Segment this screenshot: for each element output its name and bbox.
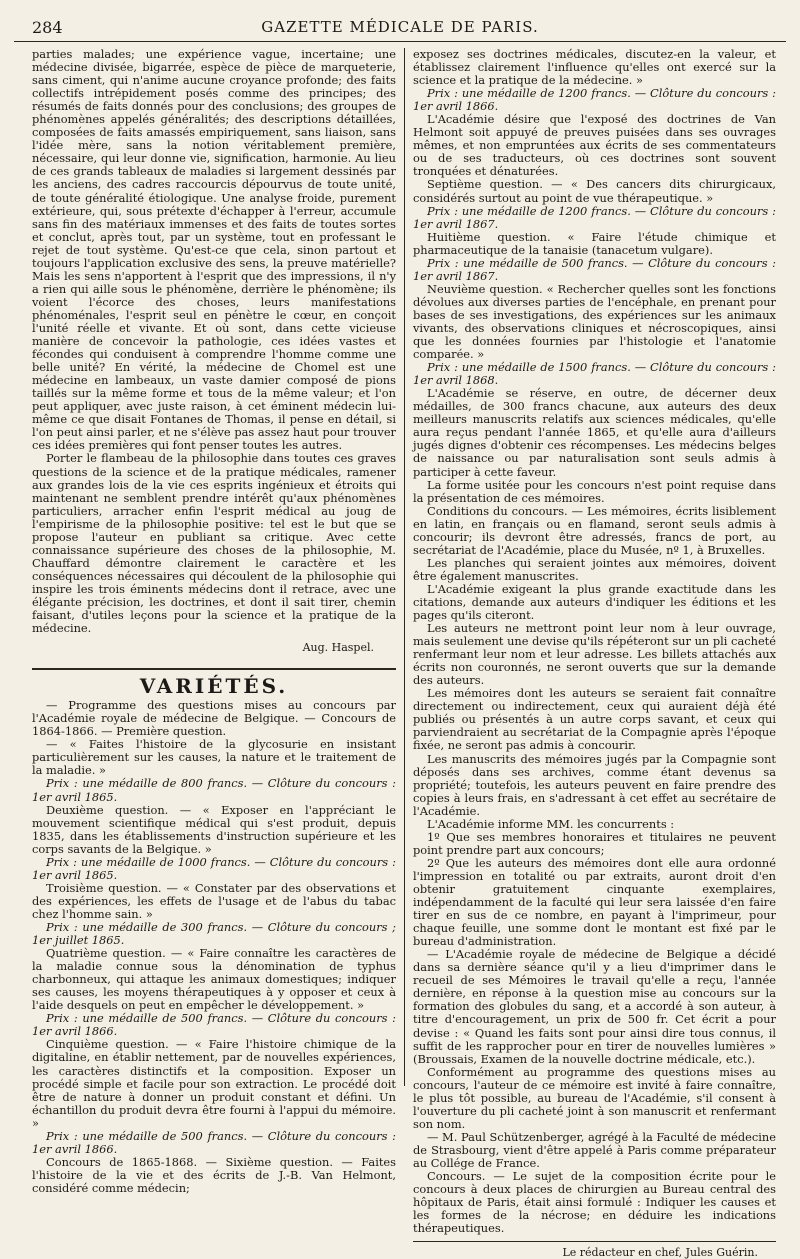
paragraph: 1º Que ses membres honoraires et titulaires ne peuvent point prendre part aux concours; (413, 829, 776, 857)
paragraph: L'Académie exigeant la plus grande exactitude dans les citations, demande aux auteurs d'indiquer les éditions et les pages qu'ils citeront. (413, 581, 776, 623)
paragraph: Porter le flambeau de la philosophie dans toutes ces graves questions de la science et de la pratique médicales, ramener aux grandes lois de la vie ces esprits ingénieux et étroits qui maintenant ne semblent prendre intérêt qu'aux phénomènes particuliers, arracher enfin l'esprit médical au joug de l'empirisme de la philosophie positive: tel est le but que se propose l'auteur en publiant sa critique. Avec cette connaissance supérieure des choses de la philosophie, M. Chauffard démontre clairement le caractère et les conséquences nécessaires qui découlent de la philosophie qui inspire les trois éminents médecins dont il retrace, avec une élégante précision, les doctrines, et dont il sait tirer, chemin faisant, d'utiles leçons pour la science et la pratique de la médecine. (32, 451, 396, 636)
paragraph: parties malades; une expérience vague, incertaine; une médecine divisée, bigarrée, espèce de pièce de marqueterie, sans ciment, qui n'anime aucune croyance profonde; des faits collectifs intrépidement posés comme des principes; des résumés de faits donnés pour des conclusions; des groupes de phénomènes appelés généralités; des descriptions détaillées, composées de faits amassés empiriquement, sans liaison, sans l'idée mère, sans la notion véritablement première, nécessaire, qui leur donne vie, signification, harmonie. Au lieu de ces grands tableaux de maladies si largement dessinés par les anciens, des cadres raccourcis dépourvus de toute unité, de toute généralité étiologique. Une analyse froide, purement extérieure, qui, sous prétexte d'échapper à l'erreur, accumule sans fin des matériaux immenses et des faits de toutes sortes et conclut, après tout, par un système, tout en professant le rejet de tout système. Qu'est-ce que cela, sinon partout et toujours l'application exclusive des sens, la preuve matérielle? Mais les sens n'apportent à l'esprit que des impressions, il n'y a rien qui aille sous le phénomène, derrière le phénomène; ils voient l'écorce des choses, leurs manifestations phénoménales, l'esprit seul en pénètre le cœur, en conçoit l'unité réelle et vivante. Et où sont, dans cette vicieuse manière de concevoir la pathologie, ces idées vastes et fécondes qui conduisent à comprendre l'homme comme une belle unité? En vérité, la médecine de Chomel est une médecine en lambeaux, un vaste damier composé de pions taillés sur la même forme et tous de la même valeur; et l'on peut appliquer, avec juste raison, à cet éminent médecin lui-même ce que disait Fontanes de Thomas, il pense en détail, si l'on peut ainsi parler, et ne s'élève pas assez haut pour trouver ces idées premières qui font penser toutes les autres. (32, 47, 396, 453)
prize-line: Prix : une médaille de 500 francs. — Clôture du concours : 1er avril 1866. (32, 1128, 396, 1156)
prize-line: Prix : une médaille de 1500 francs. — Clôture du concours : 1er avril 1868. (413, 360, 776, 388)
page-header (14, 14, 786, 42)
prize-line: Prix : une médaille de 1200 francs. — Clôture du concours : 1er avril 1866. (413, 86, 776, 114)
paragraph: L'Académie désire que l'exposé des doctrines de Van Helmont soit appuyé de preuves puisées dans ses ouvrages mêmes, et non empruntées aux écrits de ses commentateurs ou de ses traducteurs, où ces doctrines sont souvent tronquées et dénaturées. (413, 112, 776, 179)
question-text: Huitième question. « Faire l'étude chimique et pharmaceutique de la tanaisie (tanacetum vulgare). (413, 229, 776, 257)
paragraph: Conformément au programme des questions mises au concours, l'auteur de ce mémoire est invité à faire connaître, le plus tôt possible, au bureau de l'Académie, s'il consent à l'ouverture du pli cacheté joint à son manuscrit et renfermant son nom. (413, 1064, 776, 1131)
paragraph: Les mémoires dont les auteurs se seraient fait connaître directement ou indirectement, ceux qui auraient déjà été publiés ou présentés à un autre corps savant, et ceux qui parviendraient au secrétariat de la Compagnie après l'époque fixée, ne seront pas admis à concourir. (413, 686, 776, 753)
paragraph: — L'Académie royale de médecine de Belgique a décidé dans sa dernière séance qu'il y a lieu d'imprimer dans le recueil de ses Mémoires le travail qu'elle a reçu, l'année dernière, en réponse à la question mise au concours sur la formation des globules du sang, et a accordé à son auteur, à titre d'encouragement, un prix de 500 fr. Cet écrit a pour devise : « Quand les faits sont pour ainsi dire tous connus, il suffit de les rapprocher pour en tirer de nouvelles lumières » (Broussais, Examen de la nouvelle doctrine médicale, etc.). (413, 947, 776, 1066)
prize-line: Prix : une médaille de 300 francs. — Clôture du concours ; 1er juillet 1865. (32, 920, 396, 948)
question-text: Quatrième question. — « Faire connaître les caractères de la maladie connue sous la dénomination de typhus charbonneux, qui attaque les animaux domestiques; indiquer ses causes, les moyens thérapeutiques à y opposer et ceux à l'aide desquels on peut en empêcher le développement. » (32, 946, 396, 1013)
prize-line: Prix : une médaille de 1000 francs. — Clôture du concours : 1er avril 1865. (32, 854, 396, 882)
question-text: Deuxième question. — « Exposer en l'appréciant le mouvement scientifique médical qui s'est produit, depuis 1835, dans les établissements d'instruction supérieure et les corps savants de la Belgique. » (32, 802, 396, 856)
running-title: GAZETTE MÉDICALE DE PARIS. (261, 18, 539, 36)
varietes-section (32, 668, 396, 1195)
prize-line: Prix : une médaille de 500 francs. — Clôture du concours : 1er avril 1866. (32, 1011, 396, 1039)
paragraph: 2º Que les auteurs des mémoires dont elle aura ordonné l'impression en totalité ou par extraits, auront droit d'en obtenir gratuitement cinquante exemplaires, indépendamment de la faculté qui leur sera laissée d'en faire tirer en sus de ce nombre, en payant à l'imprimeur, pour chaque feuille, une somme dont le montant est fixé par le bureau d'administration. (413, 855, 776, 949)
paragraph: L'Académie se réserve, en outre, de décerner deux médailles, de 300 francs chacune, aux auteurs des deux meilleurs manuscrits relatifs aux sciences médicales, qu'elle aura reçus pendant l'année 1865, et qu'elle aura d'ailleurs jugés dignes d'obtenir ces récompenses. Les médecins belges de naissance ou par naturalisation sont seuls admis à participer à cette faveur. (413, 386, 776, 479)
editor-signature: Le rédacteur en chef, Jules Guérin. (562, 1246, 758, 1259)
question-text: Concours de 1865-1868. — Sixième question. — Faites l'histoire de la vie et des écrits de J.-B. Van Helmont, considéré comme médecin; (32, 1154, 396, 1195)
prize-line: Prix : une médaille de 500 francs. — Clôture du concours : 1er avril 1867. (413, 255, 776, 283)
prize-line: Prix : une médaille de 800 francs. — Clôture du concours : 1er avril 1865. (32, 776, 396, 804)
text-columns (32, 47, 780, 1259)
paragraph: Les manuscrits des mémoires jugés par la Compagnie sont déposés dans ses archives, comme étant devenus sa propriété; toutefois, les auteurs peuvent en faire prendre des copies à leurs frais, en s'adressant à cet effet au secrétaire de l'Académie. (413, 751, 776, 818)
paragraph: Concours. — Le sujet de la composition écrite pour le concours à deux places de chirurgien au Bureau central des hôpitaux de Paris, était ainsi formulé : Indiquer les causes et les formes de la nécrose; en déduire les indications thérapeutiques. (413, 1169, 776, 1236)
paragraph: Conditions du concours. — Les mémoires, écrits lisiblement en latin, en français ou en flamand, seront seuls admis à concourir; ils devront être adressés, francs de port, au secrétariat de l'Académie, place du Musée, nº 1, à Bruxelles. (413, 503, 776, 557)
paragraph: Les auteurs ne mettront point leur nom à leur ouvrage, mais seulement une devise qu'ils répéteront sur un pli cacheté renfermant leur nom et leur adresse. Les billets attachés aux écrits non couronnés, ne seront ouverts que sur la demande des auteurs. (413, 621, 777, 688)
prize-line: Prix : une médaille de 1200 francs. — Clôture du concours : 1er avril 1867. (413, 203, 776, 231)
left-column (32, 47, 404, 1195)
question-text: Neuvième question. « Rechercher quelles sont les fonctions dévolues aux diverses parties de l'encéphale, en prenant pour bases de ses investigations, des expériences sur les animaux vivants, des observations cliniques et nécroscopiques, ainsi que les données fournies par l'histologie et l'anatomie comparée. » (413, 281, 776, 362)
paragraph: L'Académie informe MM. les concurrents : (427, 816, 675, 831)
right-column (404, 47, 777, 1259)
page-number: 284 (32, 18, 63, 37)
editor-separator (413, 1241, 776, 1259)
question-text: — « Faites l'histoire de la glycosurie en insistant particulièrement sur les causes, la nature et le traitement de la maladie. » (32, 737, 396, 778)
author-signature: Aug. Haspel. (302, 641, 374, 655)
paragraph: — M. Paul Schützenberger, agrégé à la Faculté de médecine de Strasbourg, vient d'être appelé à Paris comme préparateur au Collége de France. (413, 1129, 776, 1170)
newspaper-page (14, 14, 786, 1259)
paragraph: Les planches qui seraient jointes aux mémoires, doivent être également manuscrites. (413, 555, 776, 583)
section-title: VARIÉTÉS. (139, 674, 289, 699)
paragraph: exposez ses doctrines médicales, discutez-en la valeur, et établissez clairement l'influence qu'elles ont exercé sur la science et la pratique de la médecine. » (413, 47, 776, 88)
question-text: Septième question. — « Des cancers dits chirurgicaux, considérés surtout au point de vue thérapeutique. » (413, 177, 776, 205)
question-text: Cinquième question. — « Faire l'histoire chimique de la digitaline, en établir nettement, par de nouvelles expériences, les caractères distinctifs et la composition. Exposer un procédé simple et facile pour son extraction. Le procédé doit être de nature à donner un produit constant et défini. Un échantillon du produit devra être fourni à l'appui du mémoire. » (32, 1037, 396, 1130)
paragraph: La forme usitée pour les concours n'est point requise dans la présentation de ces mémoires. (413, 477, 776, 505)
programme-heading: — Programme des questions mises au concours par l'Académie royale de médecine de Belgique. — Concours de 1864-1866. — Première question. (32, 698, 396, 739)
question-text: Troisième question. — « Constater par des observations et des expériences, les effets de l'usage et de l'abus du tabac chez l'homme sain. » (32, 880, 396, 921)
